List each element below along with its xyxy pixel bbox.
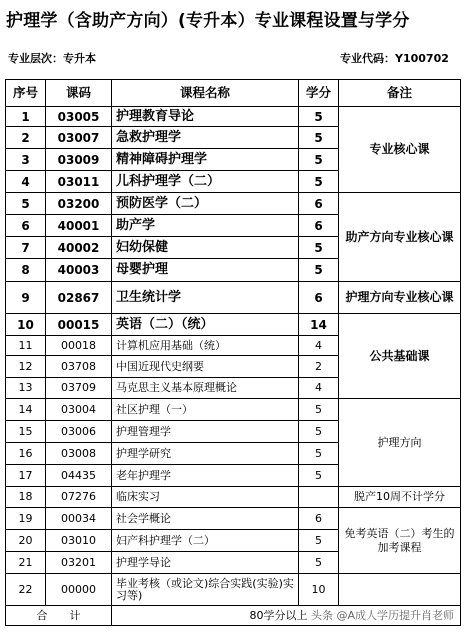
row-name: 预防医学（二） <box>112 193 299 215</box>
row-credit: 5 <box>299 259 339 282</box>
row-code: 40001 <box>46 215 112 237</box>
row-no: 21 <box>6 552 46 574</box>
row-code: 03004 <box>46 399 112 421</box>
row-credit: 14 <box>299 314 339 336</box>
row-name: 妇幼保健 <box>112 237 299 259</box>
row-note-empty <box>339 574 461 606</box>
row-no: 5 <box>6 193 46 215</box>
row-name: 母婴护理 <box>112 259 299 282</box>
row-no: 15 <box>6 421 46 443</box>
row-code: 03007 <box>46 127 112 149</box>
table-row <box>6 574 461 606</box>
table-row <box>6 107 461 127</box>
header-note: 备注 <box>339 80 461 107</box>
table-row <box>6 314 461 336</box>
header-credit: 学分 <box>299 80 339 107</box>
course-table <box>5 79 461 626</box>
row-no: 16 <box>6 443 46 465</box>
row-no: 13 <box>6 378 46 399</box>
row-name: 儿科护理学（二） <box>112 171 299 193</box>
row-no: 11 <box>6 336 46 356</box>
row-name: 护理学研究 <box>112 443 299 465</box>
table-row <box>6 193 461 215</box>
row-name: 护理管理学 <box>112 421 299 443</box>
watermark: 头条 @A成人学历提升肖老师 <box>310 608 454 622</box>
row-code: 03010 <box>46 530 112 552</box>
row-credit: 5 <box>299 552 339 574</box>
row-no: 18 <box>6 487 46 508</box>
row-credit: 4 <box>299 378 339 399</box>
row-name: 卫生统计学 <box>112 282 299 314</box>
row-credit <box>299 487 339 508</box>
table-row <box>6 487 461 508</box>
row-code: 03200 <box>46 193 112 215</box>
row-no: 7 <box>6 237 46 259</box>
row-name: 护理学导论 <box>112 552 299 574</box>
row-no: 14 <box>6 399 46 421</box>
row-credit: 6 <box>299 193 339 215</box>
row-credit: 5 <box>299 443 339 465</box>
row-no: 19 <box>6 508 46 530</box>
row-code: 40002 <box>46 237 112 259</box>
row-code: 40003 <box>46 259 112 282</box>
page-title: 护理学（含助产方向）(专升本）专业课程设置与学分 <box>6 11 410 31</box>
row-credit: 6 <box>299 282 339 314</box>
row-code: 03709 <box>46 378 112 399</box>
row-no: 1 <box>6 107 46 127</box>
note-internship: 脱产10周不计学分 <box>339 487 461 508</box>
row-name: 社区护理（一） <box>112 399 299 421</box>
note-midwifery: 助产方向专业核心课 <box>339 193 461 282</box>
row-code: 04435 <box>46 465 112 487</box>
row-code: 03008 <box>46 443 112 465</box>
row-code: 03009 <box>46 149 112 171</box>
total-credits: 80学分以上 <box>249 608 308 622</box>
row-no: 12 <box>6 356 46 378</box>
row-no: 2 <box>6 127 46 149</box>
row-name: 急救护理学 <box>112 127 299 149</box>
total-label: 合 计 <box>6 606 112 626</box>
row-code: 00015 <box>46 314 112 336</box>
row-no: 17 <box>6 465 46 487</box>
header-no: 序号 <box>6 80 46 107</box>
row-credit: 5 <box>299 149 339 171</box>
row-no: 22 <box>6 574 46 606</box>
row-code: 00018 <box>46 336 112 356</box>
row-credit: 10 <box>299 574 339 606</box>
row-name: 社会学概论 <box>112 508 299 530</box>
row-no: 6 <box>6 215 46 237</box>
row-no: 3 <box>6 149 46 171</box>
table-row <box>6 508 461 530</box>
row-code: 03011 <box>46 171 112 193</box>
row-code: 03006 <box>46 421 112 443</box>
row-code: 03005 <box>46 107 112 127</box>
row-credit: 5 <box>299 107 339 127</box>
row-credit: 5 <box>299 127 339 149</box>
row-code: 00000 <box>46 574 112 606</box>
row-name: 临床实习 <box>112 487 299 508</box>
row-name: 妇产科护理学（二） <box>112 530 299 552</box>
row-no: 9 <box>6 282 46 314</box>
row-no: 10 <box>6 314 46 336</box>
note-public: 公共基础课 <box>339 314 461 399</box>
row-no: 8 <box>6 259 46 282</box>
row-code: 03201 <box>46 552 112 574</box>
row-credit: 5 <box>299 530 339 552</box>
row-code: 03708 <box>46 356 112 378</box>
table-row <box>6 282 461 314</box>
row-name: 中国近现代史纲要 <box>112 356 299 378</box>
row-no: 20 <box>6 530 46 552</box>
row-credit: 5 <box>299 237 339 259</box>
row-credit: 5 <box>299 421 339 443</box>
row-credit: 2 <box>299 356 339 378</box>
row-name: 英语（二）（统） <box>112 314 299 336</box>
header-row <box>6 80 461 107</box>
row-no: 4 <box>6 171 46 193</box>
row-credit: 4 <box>299 336 339 356</box>
row-credit: 5 <box>299 399 339 421</box>
note-nursing-core: 护理方向专业核心课 <box>339 282 461 314</box>
row-credit: 5 <box>299 465 339 487</box>
row-name: 老年护理学 <box>112 465 299 487</box>
row-name: 精神障碍护理学 <box>112 149 299 171</box>
row-name: 毕业考核（或论文)综合实践(实验)实习等) <box>112 574 299 606</box>
header-code: 课码 <box>46 80 112 107</box>
header-name: 课程名称 <box>112 80 299 107</box>
row-credit: 5 <box>299 171 339 193</box>
row-code: 02867 <box>46 282 112 314</box>
total-credits-cell <box>112 606 461 626</box>
row-code: 00034 <box>46 508 112 530</box>
row-name: 马克思主义基本原理概论 <box>112 378 299 399</box>
row-code: 07276 <box>46 487 112 508</box>
row-name: 助产学 <box>112 215 299 237</box>
note-exempt: 免考英语（二）考生的加考课程 <box>339 508 461 574</box>
code-label: 专业代码：Y100702 <box>340 52 449 65</box>
total-row <box>6 606 461 626</box>
row-name: 护理教育导论 <box>112 107 299 127</box>
row-name: 计算机应用基础（统） <box>112 336 299 356</box>
note-nursing: 护理方向 <box>339 399 461 487</box>
level-label: 专业层次：专升本 <box>8 52 96 65</box>
table-row <box>6 399 461 421</box>
row-credit: 6 <box>299 215 339 237</box>
row-credit: 6 <box>299 508 339 530</box>
note-core: 专业核心课 <box>339 107 461 193</box>
